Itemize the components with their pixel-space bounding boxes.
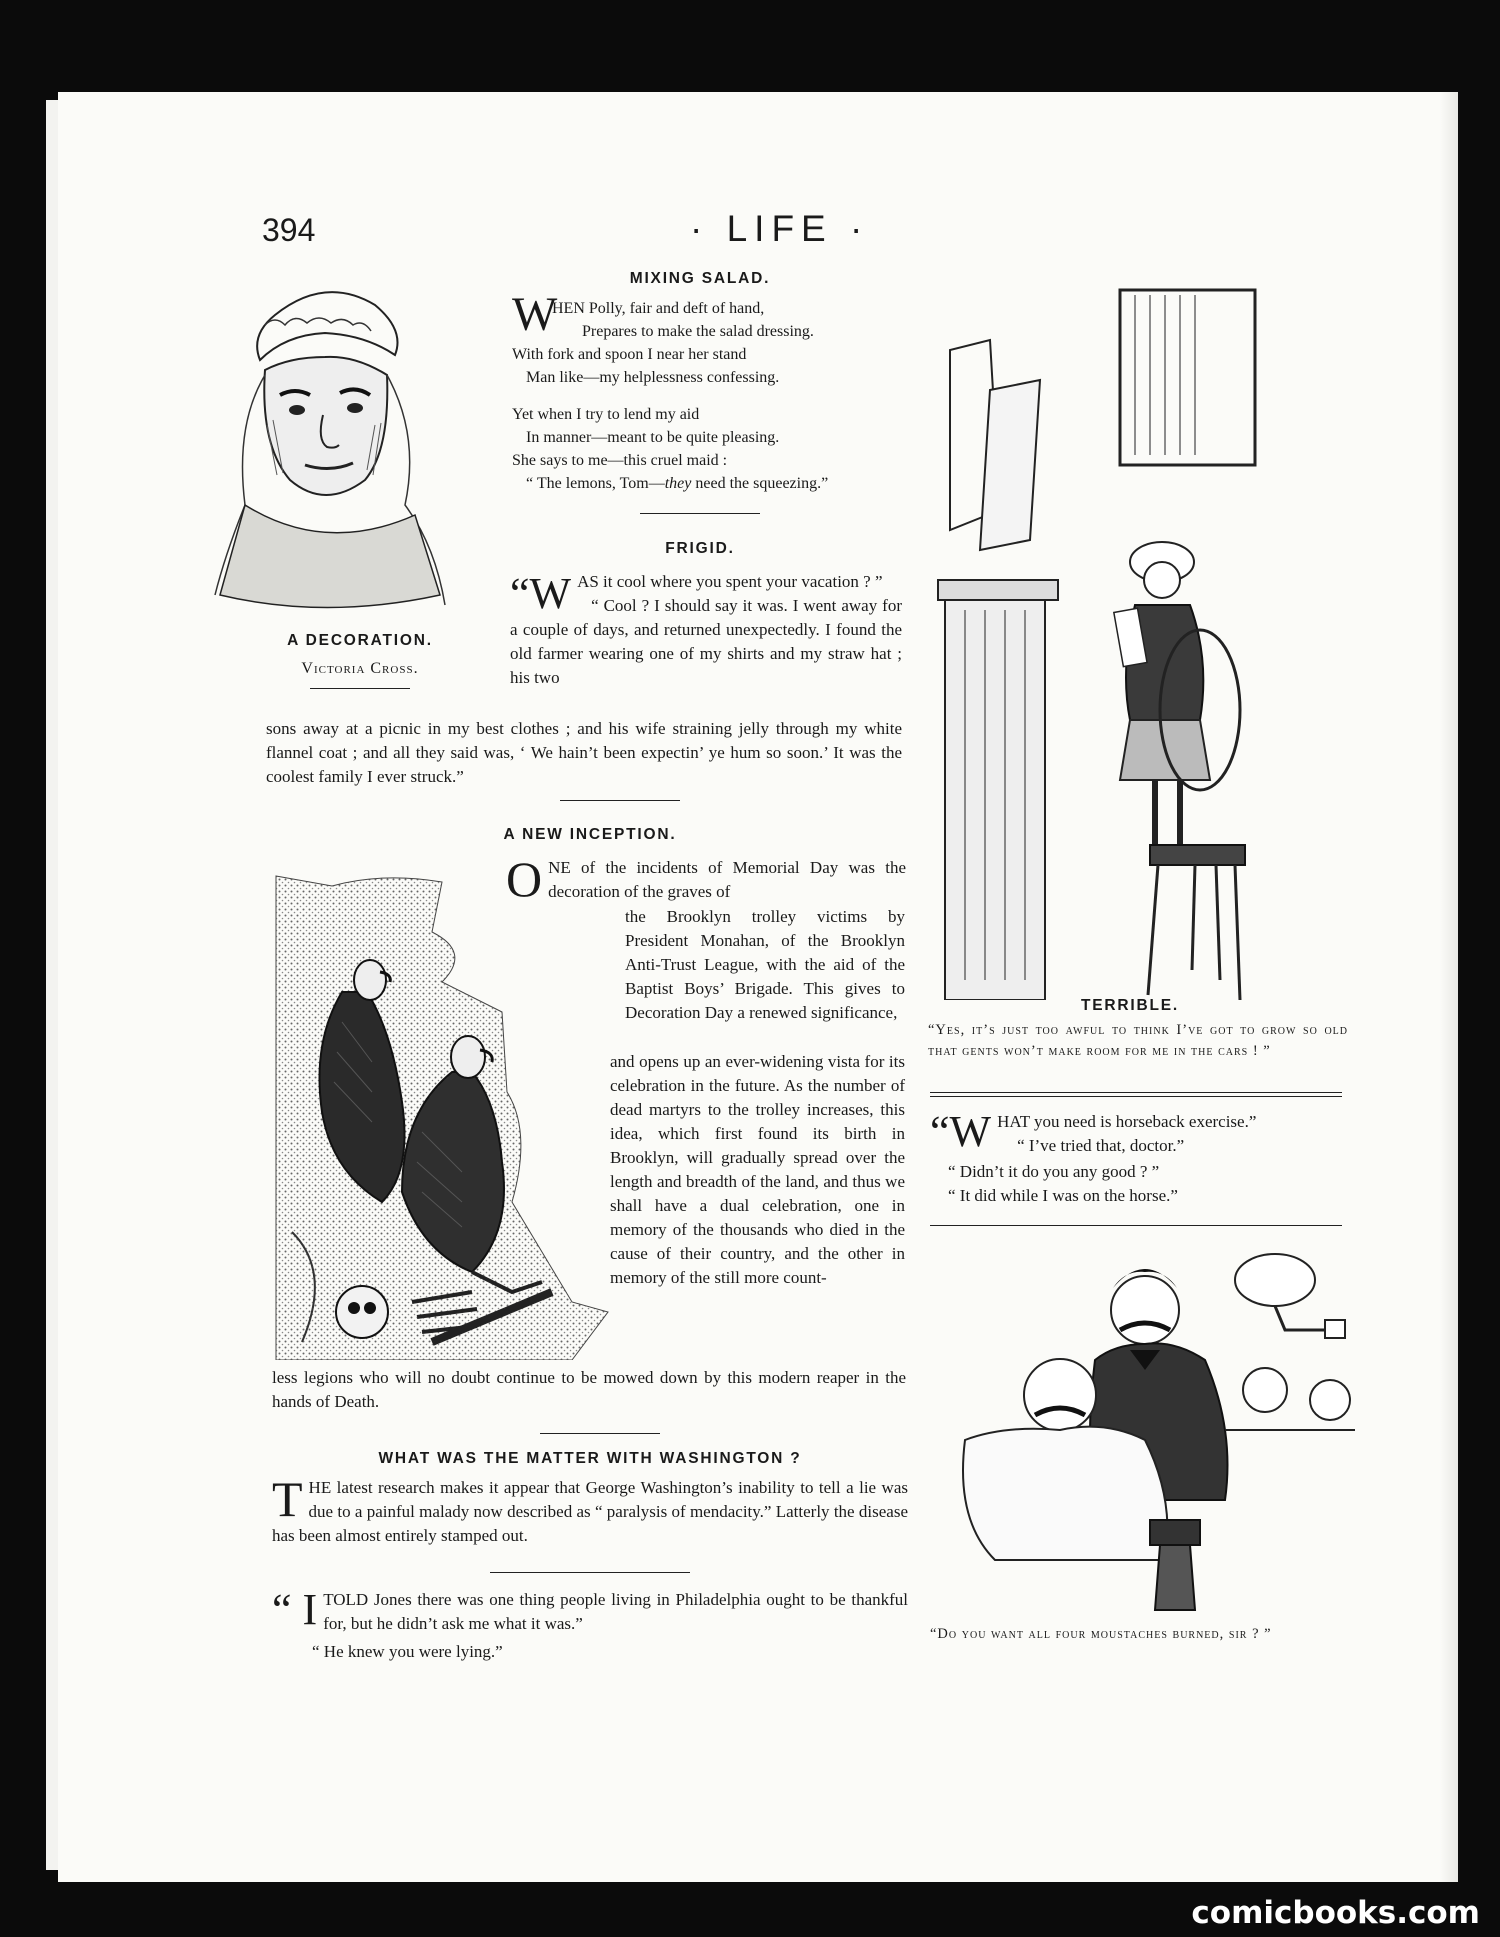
- mixing-salad-poem: [512, 288, 912, 495]
- barber-illustration: [935, 1240, 1355, 1620]
- washington-body: HE latest research makes it appear that George Washington’s inability to tell a lie was due to a painful malady now described as “ paralysis of mendacity.” Latterly the disease has been almost entirely stamped out.: [272, 1478, 908, 1545]
- jones-p2: “ He knew you were lying.”: [312, 1642, 503, 1661]
- decoration-subcaption: Victoria Cross.: [301, 660, 419, 677]
- poem-line-8-a: “ The lemons, Tom—: [526, 475, 665, 492]
- poem-line-2: Prepares to make the salad dressing.: [582, 323, 814, 340]
- horseback-l1: HAT you need is horseback exercise.”: [997, 1112, 1257, 1131]
- section-rule: [490, 1572, 690, 1573]
- jones-text: [272, 1585, 908, 1636]
- new-inception-text-2: the Brooklyn trolley victims by President Monahan, of the Brooklyn Anti-Trust League, with the aid of the Baptist Boys’ Brigade. This gives to Decoration Day a renewed significance,: [625, 907, 905, 1022]
- drop-cap-t: T: [272, 1471, 303, 1527]
- section-rule: [540, 1433, 660, 1434]
- poem-line-5: Yet when I try to lend my aid: [512, 406, 700, 423]
- poem-line-8-b: need the squeezing.”: [691, 475, 829, 492]
- new-inception-title: A NEW INCEPTION.: [503, 826, 677, 843]
- washington-text: [272, 1471, 908, 1548]
- poem-line-8: [512, 472, 912, 495]
- frigid-p1: AS it cool where you spent your vacation ? ”: [577, 572, 883, 591]
- frigid-p2-start: “ Cool ? I should say it was. I went away for a couple of days, and returned unexpectedly. I found the old farmer wearing one of my shirts and my straw hat ; his two: [510, 596, 902, 687]
- mixing-salad-title: MIXING SALAD.: [629, 270, 771, 287]
- vultures-illustration: [272, 872, 610, 1360]
- barber-caption: “Do you want all four moustaches burned, sir ? ”: [930, 1626, 1272, 1642]
- horseback-text: [930, 1107, 1350, 1158]
- poem-line-1: HEN Polly, fair and deft of hand,: [552, 300, 765, 317]
- drop-cap-quote-w: “W: [510, 569, 572, 618]
- poem-line-8-italic: they: [664, 475, 692, 492]
- new-inception-text-4: less legions who will no doubt continue to be mowed down by this modern reaper in the hands of Death.: [272, 1368, 906, 1411]
- terrible-caption: “Yes, it’s just too awful to think I’ve got to grow so old that gents won’t make room for me in the cars ! ”: [928, 1022, 1348, 1059]
- poem-line-4: Man like—my helplessness confessing.: [526, 369, 780, 386]
- washington-title: WHAT WAS THE MATTER WITH WASHINGTON ?: [378, 1450, 802, 1467]
- section-rule: [560, 800, 680, 801]
- terrible-title: TERRIBLE.: [1080, 997, 1179, 1014]
- new-inception-line-1: NE of the incidents of Memorial Day was the decoration of the graves of: [548, 858, 906, 901]
- page-number: 394: [262, 212, 316, 248]
- watermark: comicbooks.com: [1191, 1895, 1480, 1931]
- horseback-l2: “ I’ve tried that, doctor.”: [1017, 1136, 1185, 1155]
- horseback-l4: “ It did while I was on the horse.”: [948, 1186, 1178, 1205]
- girl-on-chair-illustration: [930, 280, 1350, 1000]
- caption-rule: [310, 688, 410, 689]
- frigid-text-upper: [510, 570, 902, 690]
- victoria-portrait-illustration: [205, 275, 455, 625]
- drop-cap-quote-w2: “W: [930, 1107, 992, 1156]
- frigid-text-lower: sons away at a picnic in my best clothes ; and his wife straining jelly through my white flannel coat ; and all they said was, ‘ We hain’t been expectin’ ye hum so soon.’ It was the coolest family I ever struck.”: [266, 719, 902, 786]
- poem-line-6: In manner—meant to be quite pleasing.: [526, 429, 780, 446]
- double-rule: [930, 1092, 1342, 1097]
- jones-p1: TOLD Jones there was one thing people living in Philadelphia ought to be thankful for, but he didn’t ask me what it was.”: [323, 1590, 908, 1633]
- section-rule: [930, 1225, 1342, 1226]
- drop-cap-w: W: [512, 288, 558, 341]
- scan-shadow: [1440, 92, 1458, 1882]
- new-inception-text-3: and opens up an ever-widening vista for its celebration in the future. As the number of dead martyrs to the trolley increases, this idea, which first found its birth in Brooklyn, will gradually spread over the length and breadth of the land, and thus we shall have a dual celebration, one in memory of the thousands who died in the cause of their country, and the other in memory of the still more count-: [610, 1052, 905, 1287]
- new-inception-text-1: [506, 851, 906, 907]
- poem-line-3: With fork and spoon I near her stand: [512, 346, 747, 363]
- frigid-title: FRIGID.: [665, 540, 735, 557]
- masthead: · LIFE ·: [690, 208, 870, 249]
- decoration-caption: A DECORATION.: [287, 632, 433, 649]
- poem-line-7: She says to me—this cruel maid :: [512, 452, 728, 469]
- section-rule: [640, 513, 760, 514]
- drop-cap-o: O: [506, 851, 543, 907]
- drop-cap-quote-i: “ I: [272, 1585, 318, 1634]
- horseback-l3: “ Didn’t it do you any good ? ”: [948, 1162, 1160, 1181]
